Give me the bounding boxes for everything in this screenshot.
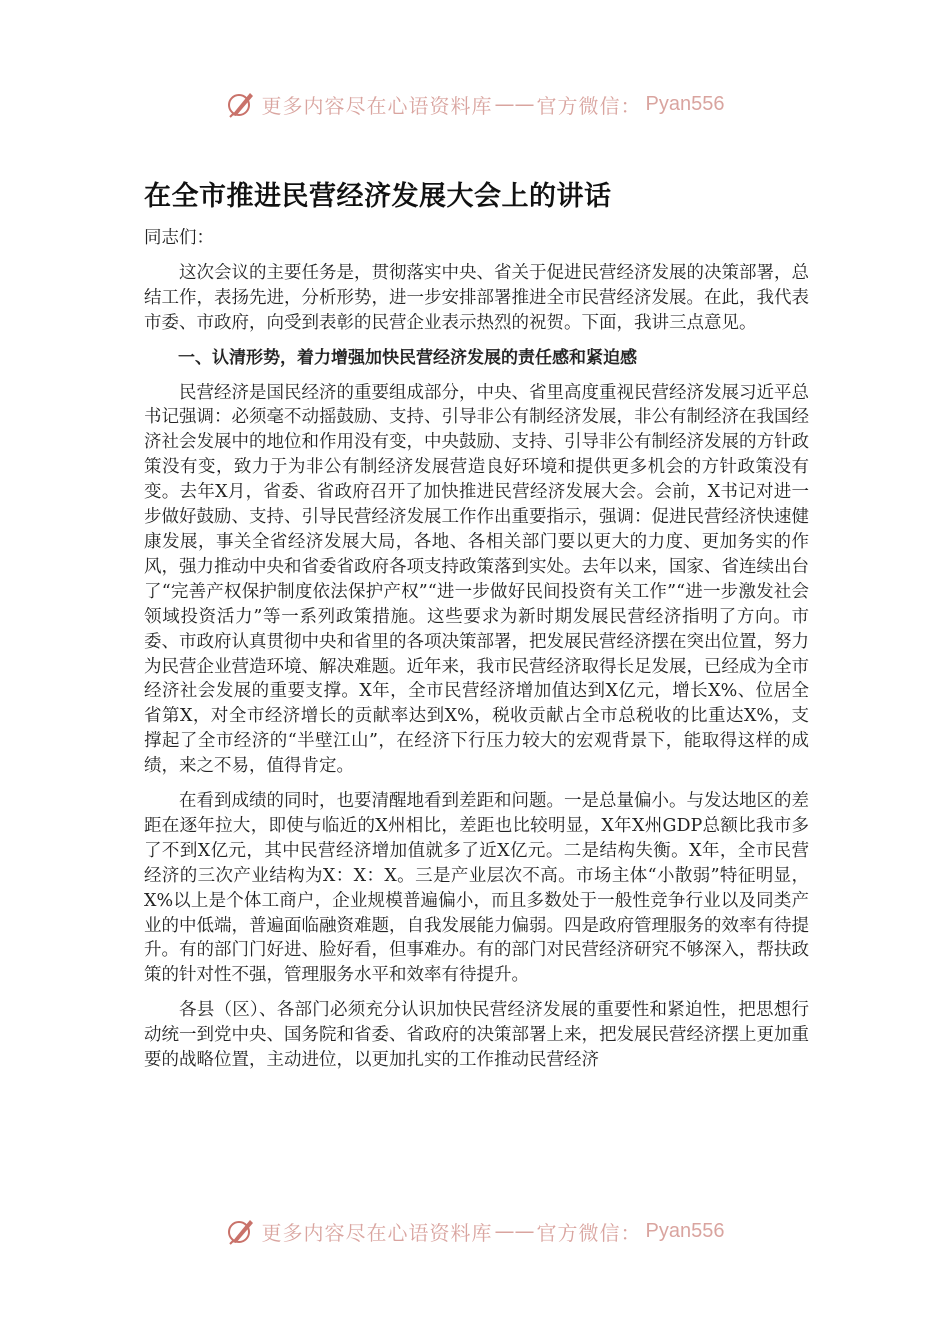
- footer-watermark-banner: [0, 1211, 950, 1251]
- paragraph-requirements: 各县（区）、各部门必须充分认识加快民营经济发展的重要性和紧迫性，把思想行动统一到党中央、国务院和省委、省政府的决策部署上来，把发展民营经济摆上更加重要的战略位置，主动进位，以更加扎实的工作推动民营经济: [144, 1000, 809, 1071]
- banner-text: 更多内容尽在心语资料库: [261, 1220, 493, 1245]
- banner-text: 更多内容尽在心语资料库: [261, 93, 493, 118]
- quill-pen-icon: [226, 1216, 256, 1246]
- salutation: 同志们：: [144, 228, 214, 248]
- paragraph-problems: 在看到成绩的同时，也要清醒地看到差距和问题。一是总量偏小。与发达地区的差距在逐年拉大，即使与临近的X州相比，差距也比较明显，X年X州GDP总额比我市多了不到X亿元，其中民营经济增加值就多了近X亿元。二是结构失衡。X年，全市民营经济的三次产业结构为X：X：X。三是产业层次不高。市场主体“小散弱”特征明显，X%以上是个体工商户，企业规模普遍偏小，而且多数处于一般性竞争行业以及同类产业的中低端，普遍面临融资难题，自我发展能力偏弱。四是政府管理服务的效率有待提升。有的部门门好进、脸好看，但事难办。有的部门对民营经济研究不够深入，帮扶政策的针对性不强，管理服务水平和效率有待提升。: [144, 791, 809, 986]
- header-watermark-banner: [0, 84, 950, 124]
- banner-account: Pyan556: [645, 92, 725, 115]
- document-body: [144, 226, 809, 1083]
- document-title: 在全市推进民营经济发展大会上的讲话: [144, 181, 612, 212]
- banner-separator: ——: [494, 1219, 535, 1243]
- banner-separator: ——: [494, 92, 535, 116]
- banner-wechat-label: 官方微信：: [536, 93, 642, 118]
- quill-pen-icon: [226, 89, 256, 119]
- paragraph-achievements: 民营经济是国民经济的重要组成部分，中央、省里高度重视民营经济发展习近平总书记强调：必须毫不动摇鼓励、支持、引导非公有制经济发展，非公有制经济在我国经济社会发展中的地位和作用没有变，中央鼓励、支持、引导非公有制经济发展的方针政策没有变，致力于为非公有制经济发展营造良好环境和提供更多机会的方针政策没有变。去年X月，省委、省政府召开了加快推进民营经济发展大会。会前，X书记对进一步做好鼓励、支持、引导民营经济发展工作作出重要指示，强调：促进民营经济快速健康发展，事关全省经济发展大局，各地、各相关部门要以更大的力度、更加务实的作风，强力推动中央和省委省政府各项支持政策落到实处。去年以来，国家、省连续出台了“完善产权保护制度依法保护产权”“进一步做好民间投资有关工作”“进一步激发社会领域投资活力”等一系列政策措施。这些要求为新时期发展民营经济指明了方向。市委、市政府认真贯彻中央和省里的各项决策部署，把发展民营经济摆在突出位置，努力为民营企业营造环境、解决难题。近年来，我市民营经济取得长足发展，已经成为全市经济社会发展的重要支撑。X年，全市民营经济增加值达到X亿元，增长X%、位居全省第X，对全市经济增长的贡献率达到X%，税收贡献占全市总税收的比重达X%，支撑起了全市经济的“半壁江山”，在经济下行压力较大的宏观背景下，能取得这样的成绩，来之不易，值得肯定。: [144, 382, 809, 777]
- paragraph-intro: 这次会议的主要任务是，贯彻落实中央、省关于促进民营经济发展的决策部署，总结工作，表扬先进，分析形势，进一步安排部署推进全市民营经济发展。在此，我代表市委、市政府，向受到表彰的民营企业表示热烈的祝贺。下面，我讲三点意见。: [144, 262, 809, 333]
- banner-wechat-label: 官方微信：: [536, 1220, 642, 1245]
- banner-account: Pyan556: [645, 1219, 725, 1242]
- section-heading-1: 一、认清形势，着力增强加快民营经济发展的责任感和紧迫感: [178, 347, 637, 368]
